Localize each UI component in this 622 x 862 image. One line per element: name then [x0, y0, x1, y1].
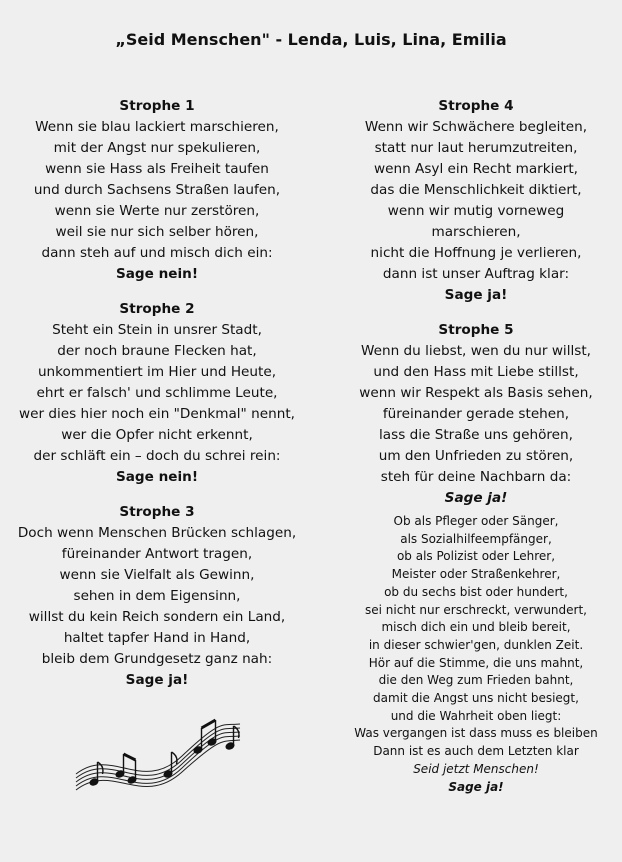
coda-line: in dieser schwier'gen, dunklen Zeit.	[368, 637, 584, 652]
verse-line: haltet tapfer Hand in Hand,	[63, 630, 251, 646]
verse-line: sehen in dem Eigensinn,	[73, 588, 241, 604]
refrain: Sage nein!	[115, 469, 199, 485]
refrain: Sage nein!	[115, 266, 199, 282]
verse-line: wenn sie Vielfalt als Gewinn,	[59, 567, 255, 583]
verse-line: wenn sie Werte nur zerstören,	[54, 203, 260, 219]
stanza-heading: Strophe 5	[438, 322, 514, 338]
verse-line: wenn wir mutig vorneweg	[387, 203, 565, 219]
stanza-2	[0, 299, 314, 488]
verse-line: der schläft ein – doch du schrei rein:	[33, 448, 281, 464]
coda-line: Dann ist es auch dem Letzten klar	[373, 744, 579, 759]
coda-italic-line: Seid jetzt Menschen!	[413, 761, 539, 776]
coda-line: ob als Polizist oder Lehrer,	[396, 549, 556, 564]
stanza-heading: Strophe 4	[438, 98, 514, 114]
verse-line: füreinander gerade stehen,	[382, 406, 570, 422]
verse-line: wenn wir Respekt als Basis sehen,	[359, 385, 593, 401]
verse-line: wenn Asyl ein Recht markiert,	[374, 161, 578, 177]
stanza-3	[0, 502, 314, 691]
refrain: Sage ja!	[444, 287, 508, 303]
verse-line: steh für deine Nachbarn da:	[380, 469, 572, 485]
left-column	[0, 96, 314, 705]
verse-line: um den Unfrieden zu stören,	[378, 448, 574, 464]
verse-line: dann ist unser Auftrag klar:	[382, 266, 570, 282]
coda-line: Hör auf die Stimme, die uns mahnt,	[368, 655, 584, 670]
final-refrain: Sage ja!	[448, 779, 504, 794]
verse-line: der noch braune Flecken hat,	[57, 343, 257, 359]
refrain: Sage ja!	[444, 490, 508, 506]
coda-line: als Sozialhilfeempfänger,	[400, 531, 552, 546]
stanza-1	[0, 96, 314, 285]
coda-line: damit die Angst uns nicht besiegt,	[373, 691, 579, 706]
verse-line: wer dies hier noch ein "Denkmal" nennt,	[18, 406, 295, 422]
coda-line: misch dich ein und bleib bereit,	[381, 620, 571, 635]
verse-line: wenn sie Hass als Freiheit taufen	[45, 161, 269, 177]
stanza-heading: Strophe 1	[119, 98, 195, 114]
coda-line: Ob als Pfleger oder Sänger,	[393, 514, 559, 528]
stanza-heading: Strophe 2	[119, 301, 195, 317]
verse-line: und den Hass mit Liebe stillst,	[373, 364, 579, 380]
verse-line: Wenn wir Schwächere begleiten,	[364, 119, 588, 135]
verse-line: willst du kein Reich sondern ein Land,	[28, 609, 286, 625]
verse-line: nicht die Hoffnung je verlieren,	[370, 245, 582, 261]
stanza-heading: Strophe 3	[119, 504, 195, 520]
music-notes-icon	[72, 716, 242, 808]
right-column	[330, 96, 622, 796]
verse-line: dann steh auf und misch dich ein:	[41, 245, 273, 261]
verse-line: statt nur laut herumzutreiten,	[374, 140, 578, 156]
stanza-4	[330, 96, 622, 306]
verse-line: mit der Angst nur spekulieren,	[53, 140, 261, 156]
verse-line: ehrt er falsch' und schlimme Leute,	[36, 385, 278, 401]
stanza-5	[330, 320, 622, 509]
coda-line: Was vergangen ist dass muss es bleiben	[354, 726, 598, 741]
verse-line: füreinander Antwort tragen,	[61, 546, 253, 562]
verse-line: unkommentiert im Hier und Heute,	[37, 364, 277, 380]
verse-line: lass die Straße uns gehören,	[379, 427, 573, 443]
coda-line: die den Weg zum Frieden bahnt,	[378, 673, 574, 688]
verse-line: Doch wenn Menschen Brücken schlagen,	[17, 525, 297, 541]
coda-line: Meister oder Straßenkehrer,	[391, 567, 561, 582]
verse-line: und durch Sachsens Straßen laufen,	[33, 182, 281, 198]
verse-line: Wenn sie blau lackiert marschieren,	[35, 119, 279, 135]
verse-line: Wenn du liebst, wen du nur willst,	[360, 343, 592, 359]
coda-stanza	[330, 513, 622, 796]
coda-line: ob du sechs bist oder hundert,	[384, 584, 568, 599]
verse-line: wer die Opfer nicht erkennt,	[61, 427, 253, 443]
verse-line: weil sie nur sich selber hören,	[55, 224, 259, 240]
verse-line: Steht ein Stein in unsrer Stadt,	[52, 322, 262, 338]
coda-line: sei nicht nur erschreckt, verwundert,	[364, 602, 587, 617]
page-title: „Seid Menschen" - Lenda, Luis, Lina, Emilia	[115, 30, 507, 49]
refrain: Sage ja!	[125, 672, 189, 688]
verse-line: marschieren,	[431, 224, 521, 240]
verse-line: das die Menschlichkeit diktiert,	[370, 182, 582, 198]
coda-line: und die Wahrheit oben liegt:	[390, 708, 562, 723]
verse-line: bleib dem Grundgesetz ganz nah:	[41, 651, 273, 667]
